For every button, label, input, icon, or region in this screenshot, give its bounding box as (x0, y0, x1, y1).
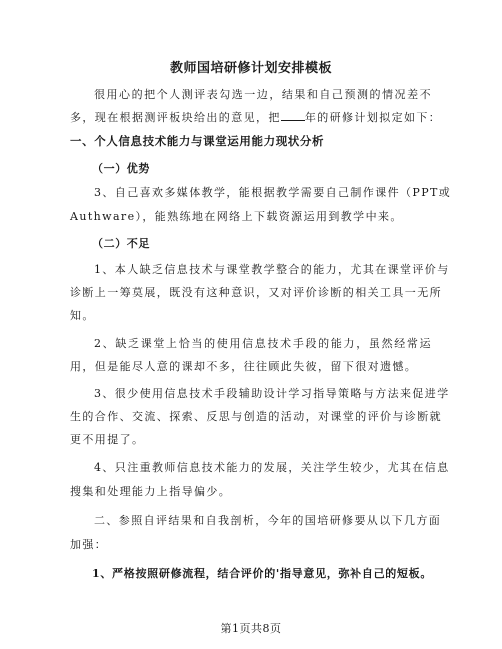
paragraph-line: 二、参照自评结果和自我剖析，今年的国培研修要从以下几方面 (94, 514, 442, 527)
intro-text-part: 多，现在根据测评板块给出的意见，把 (70, 111, 281, 124)
paragraph-line: 4、只注重教师信息技术能力的发展，关注学生较少，尤其在信息 (94, 461, 450, 474)
intro-paragraph-line: 很用心的把个人测评表勾选一边，结果和自己预测的情况差不 (94, 88, 432, 101)
paragraph-line: 1、本人缺乏信息技术与课堂教学整合的能力，尤其在课堂评价与 (94, 263, 450, 276)
paragraph-line: Authware），能熟练地在网络上下载资源运用到教学中来。 (70, 210, 403, 223)
paragraph-line: 3、自己喜欢多媒体教学，能根据教学需要自己制作课件（PPT或 (94, 186, 452, 199)
intro-text-part: 年的研修计划拟定如下： (304, 111, 442, 124)
document-title: 教师国培研修计划安排模板 (169, 61, 332, 76)
section-heading: 一、个人信息技术能力与课堂运用能力现状分析 (70, 134, 325, 148)
page-number: 第1页共8页 (220, 622, 282, 635)
intro-paragraph-line (70, 110, 442, 126)
paragraph-line: 2、缺乏课堂上恰当的使用信息技术手段的能力，虽然经常运 (94, 337, 432, 350)
paragraph-line: 生的合作、交流、探索、反思与创造的活动，对课堂的评价与诊断就 (70, 410, 442, 423)
subsection-heading: （二）不足 (92, 237, 150, 250)
year-blank (281, 110, 305, 121)
paragraph-line: 用，但是能尽人意的课却不多，往往顾此失彼，留下很对遗憾。 (70, 360, 418, 373)
subsection-heading: （一）优势 (92, 162, 150, 175)
paragraph-line: 3、很少使用信息技术手段辅助设计学习指导策略与方法来促进学 (94, 387, 450, 400)
paragraph-line: 加强： (70, 538, 108, 551)
paragraph-line: 知。 (70, 309, 95, 322)
paragraph-line: 搜集和处理能力上指导偏少。 (70, 485, 232, 498)
item-heading: 1、严格按照研修流程，结合评价的'指导意见，弥补自己的短板。 (92, 567, 432, 580)
paragraph-line: 诊断上一筹莫展，既没有这种意识，又对评价诊断的相关工具一无所 (70, 286, 442, 299)
paragraph-line: 更不用提了。 (70, 433, 145, 446)
